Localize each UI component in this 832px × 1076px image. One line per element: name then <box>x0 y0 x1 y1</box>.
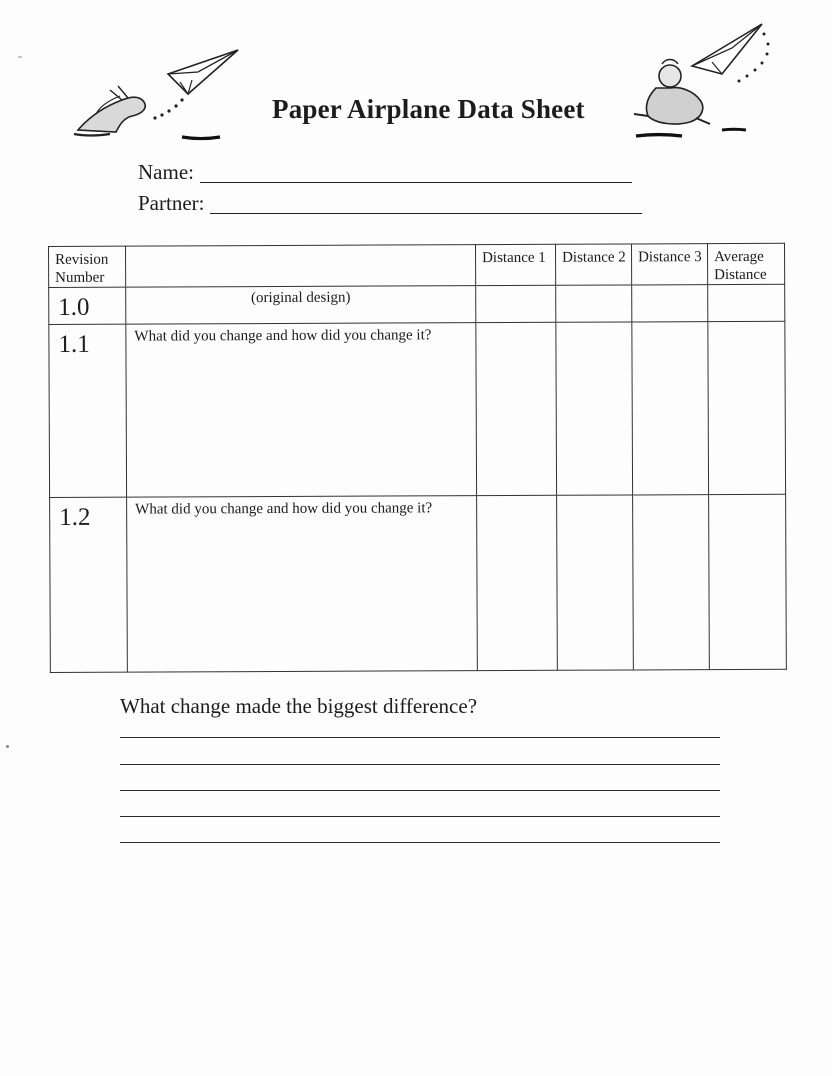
distance-2-cell[interactable] <box>556 322 633 495</box>
average-distance-cell[interactable] <box>709 494 787 669</box>
name-label: Name: <box>138 160 194 184</box>
header-distance-1: Distance 1 <box>475 244 555 285</box>
answer-line[interactable] <box>120 737 720 738</box>
distance-1-cell[interactable] <box>477 495 558 670</box>
answer-line[interactable] <box>120 790 720 791</box>
header-distance-2: Distance 2 <box>555 244 631 285</box>
data-table <box>48 243 787 673</box>
answer-line[interactable] <box>120 816 720 817</box>
page-title: Paper Airplane Data Sheet <box>272 94 585 124</box>
paper-airplane-launcher-icon <box>70 44 250 144</box>
partner-label: Partner: <box>138 191 205 215</box>
distance-2-cell[interactable] <box>556 285 632 322</box>
partner-underline <box>210 213 642 214</box>
average-distance-cell[interactable] <box>708 321 786 494</box>
distance-1-cell[interactable] <box>476 285 556 322</box>
revision-cell: 1.1 <box>49 324 127 497</box>
scan-speck <box>18 56 22 58</box>
answer-line[interactable] <box>120 764 720 765</box>
revision-cell: 1.0 <box>49 287 126 324</box>
header-distance-3: Distance 3 <box>631 244 707 285</box>
answer-line[interactable] <box>120 842 720 843</box>
average-distance-cell[interactable] <box>708 284 785 321</box>
table-row <box>49 284 785 324</box>
partner-field[interactable] <box>138 191 204 216</box>
table-row <box>50 494 787 672</box>
description-cell[interactable]: (original design) <box>126 286 476 325</box>
revision-cell: 1.2 <box>50 497 128 672</box>
header-revision-number: Revision Number <box>49 246 126 287</box>
table-row <box>49 321 786 497</box>
distance-3-cell[interactable] <box>632 285 708 322</box>
name-field[interactable] <box>138 160 194 185</box>
table-header-row <box>49 243 785 287</box>
distance-3-cell[interactable] <box>632 322 709 495</box>
description-cell[interactable]: What did you change and how did you change it? <box>126 323 477 498</box>
distance-3-cell[interactable] <box>633 495 710 670</box>
header-description <box>126 245 476 288</box>
header-average-distance: Average Distance <box>707 243 784 284</box>
distance-2-cell[interactable] <box>557 495 634 670</box>
biggest-difference-question: What change made the biggest difference? <box>120 694 478 718</box>
paper-airplane-runner-icon <box>626 18 776 143</box>
distance-1-cell[interactable] <box>476 322 557 495</box>
name-underline <box>200 182 632 183</box>
description-cell[interactable]: What did you change and how did you change it? <box>127 496 478 673</box>
scan-speck <box>6 745 9 748</box>
data-table-container <box>48 243 786 671</box>
